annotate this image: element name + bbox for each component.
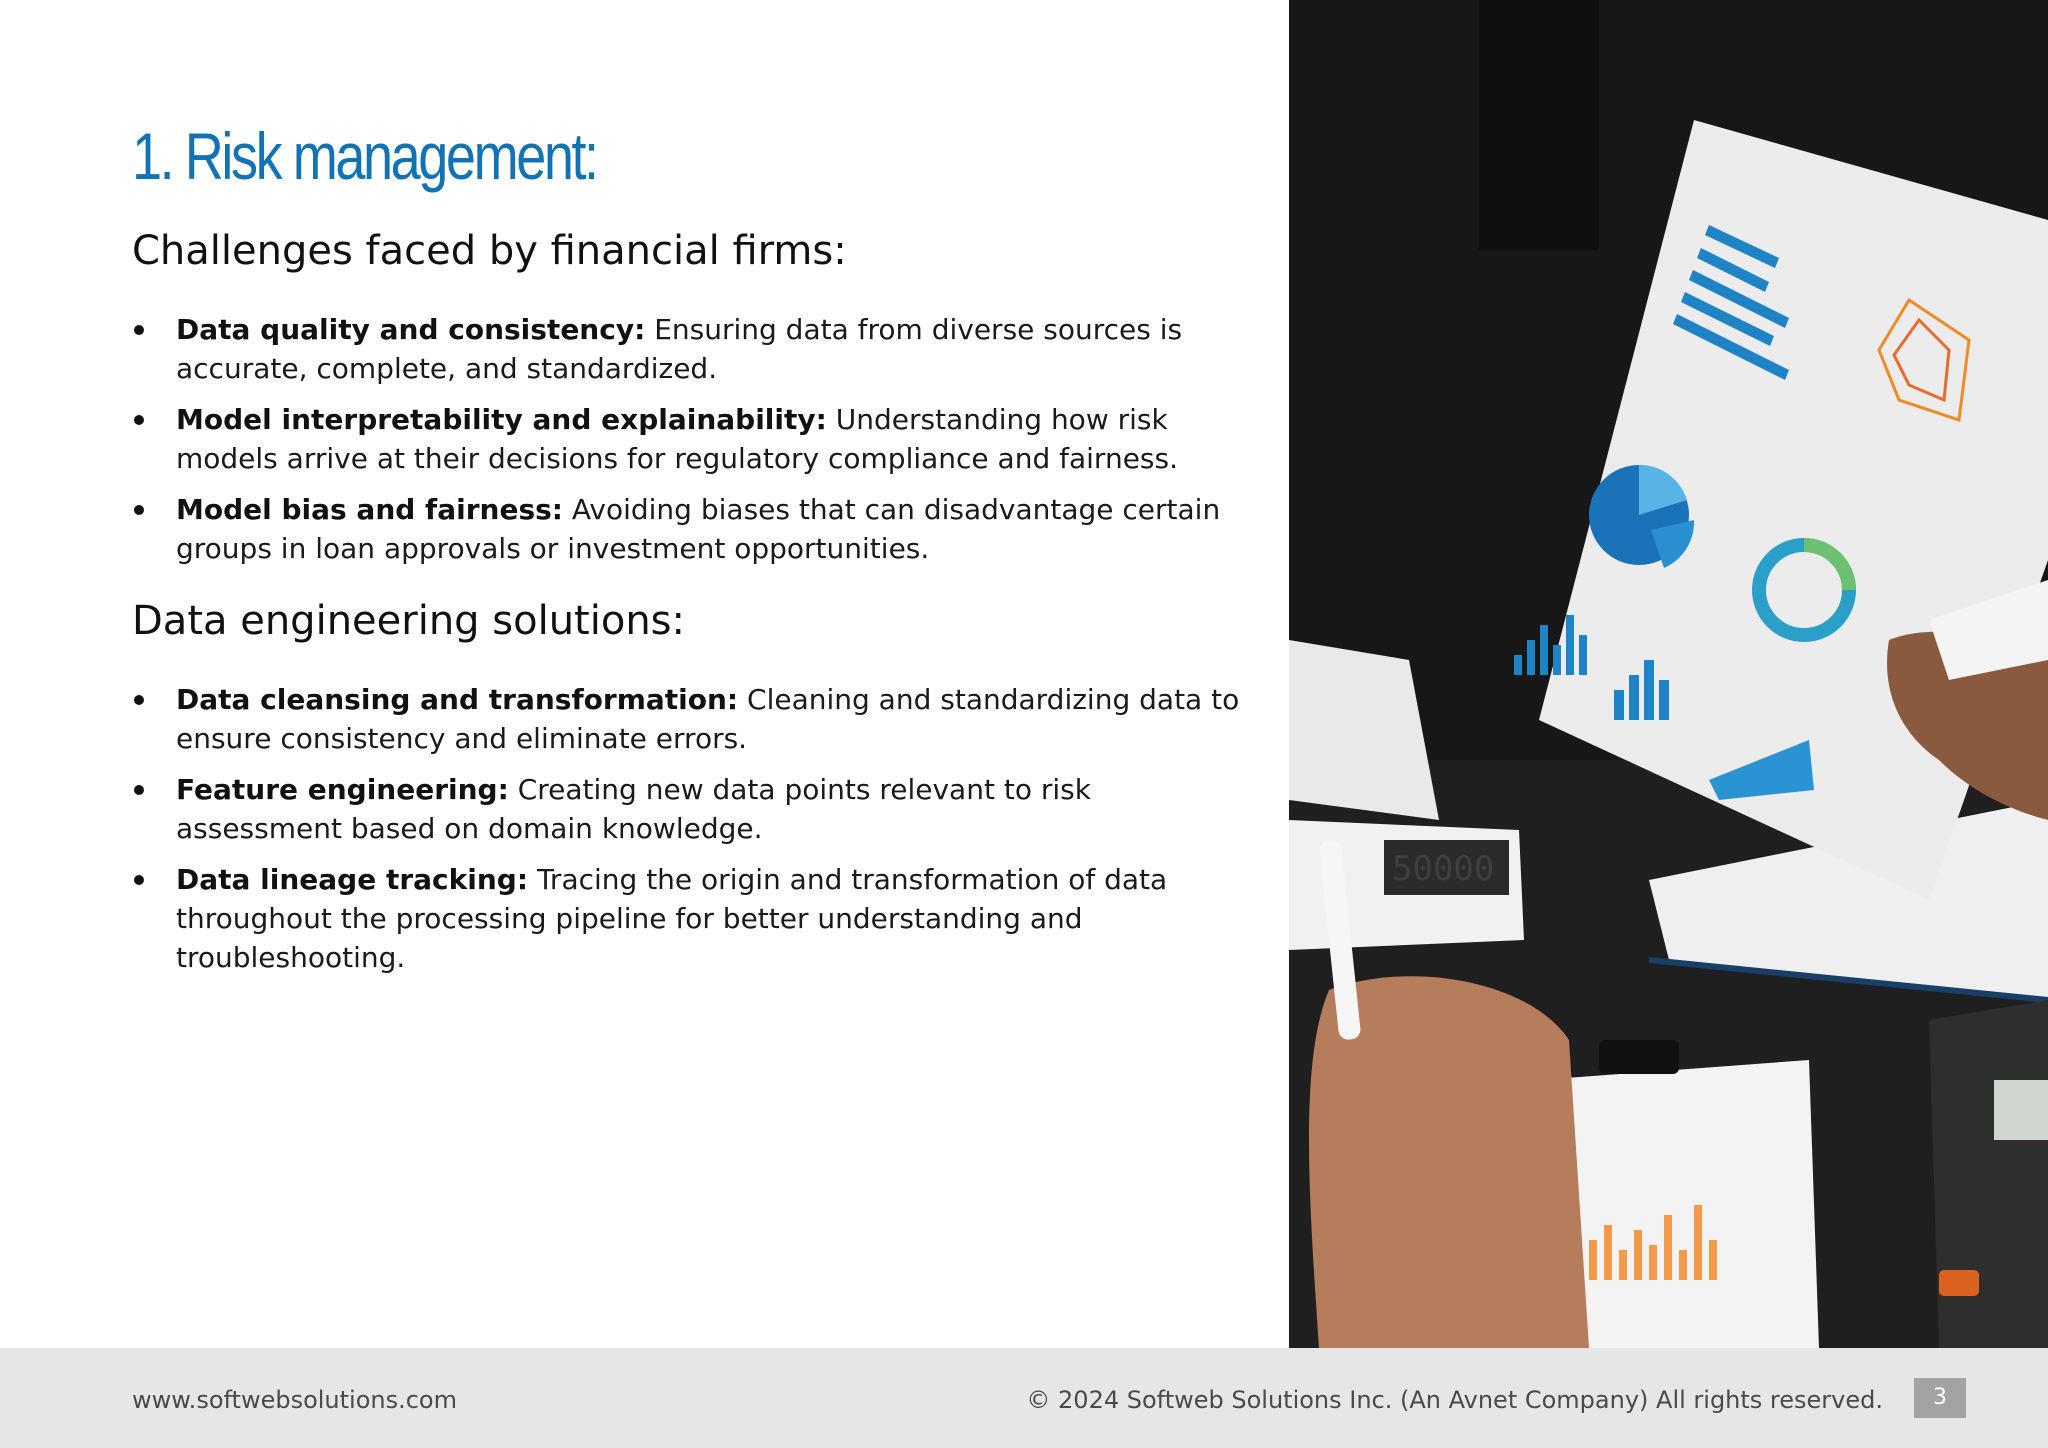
item-text: Creating new data points relevant to risk assessment based on domain knowledge. — [176, 773, 1091, 845]
item-text: Cleaning and standardizing data to ensure consistency and eliminate errors. — [176, 683, 1240, 755]
item-term: Model bias and fairness: — [176, 493, 563, 526]
list-item — [132, 860, 1242, 977]
list-item — [132, 490, 1242, 568]
item-text: Avoiding biases that can disadvantage certain groups in loan approvals or investment opportunities. — [176, 493, 1221, 565]
page-number-badge: 3 — [1914, 1378, 1966, 1418]
footer-website[interactable]: www.softwebsolutions.com — [132, 1386, 457, 1414]
footer-copyright: © 2024 Softweb Solutions Inc. (An Avnet Company) All rights reserved. — [1026, 1386, 1883, 1414]
item-term: Data quality and consistency: — [176, 313, 646, 346]
item-term: Data lineage tracking: — [176, 863, 529, 896]
page-title: 1. Risk management: — [132, 119, 597, 193]
challenges-heading: Challenges faced by financial firms: — [132, 228, 847, 274]
calculator-display: 50000 — [1392, 849, 1495, 889]
item-term: Model interpretability and explainability: — [176, 403, 827, 436]
item-text: Ensuring data from diverse sources is accurate, complete, and standardized. — [176, 313, 1183, 385]
business-charts-photo — [1289, 0, 2048, 1348]
solutions-heading: Data engineering solutions: — [132, 598, 685, 644]
item-text: Tracing the origin and transformation of data throughout the processing pipeline for better understanding and troubleshooting. — [176, 863, 1168, 974]
page-footer — [0, 1348, 2048, 1448]
solutions-list — [132, 680, 1242, 977]
item-text: Understanding how risk models arrive at their decisions for regulatory compliance and fairness. — [176, 403, 1178, 475]
list-item — [132, 770, 1242, 848]
main-content — [132, 100, 1242, 989]
photo-illustration — [1289, 0, 2048, 1348]
challenges-list — [132, 310, 1242, 568]
list-item — [132, 680, 1242, 758]
list-item — [132, 310, 1242, 388]
item-term: Feature engineering: — [176, 773, 509, 806]
list-item — [132, 400, 1242, 478]
item-term: Data cleansing and transformation: — [176, 683, 739, 716]
